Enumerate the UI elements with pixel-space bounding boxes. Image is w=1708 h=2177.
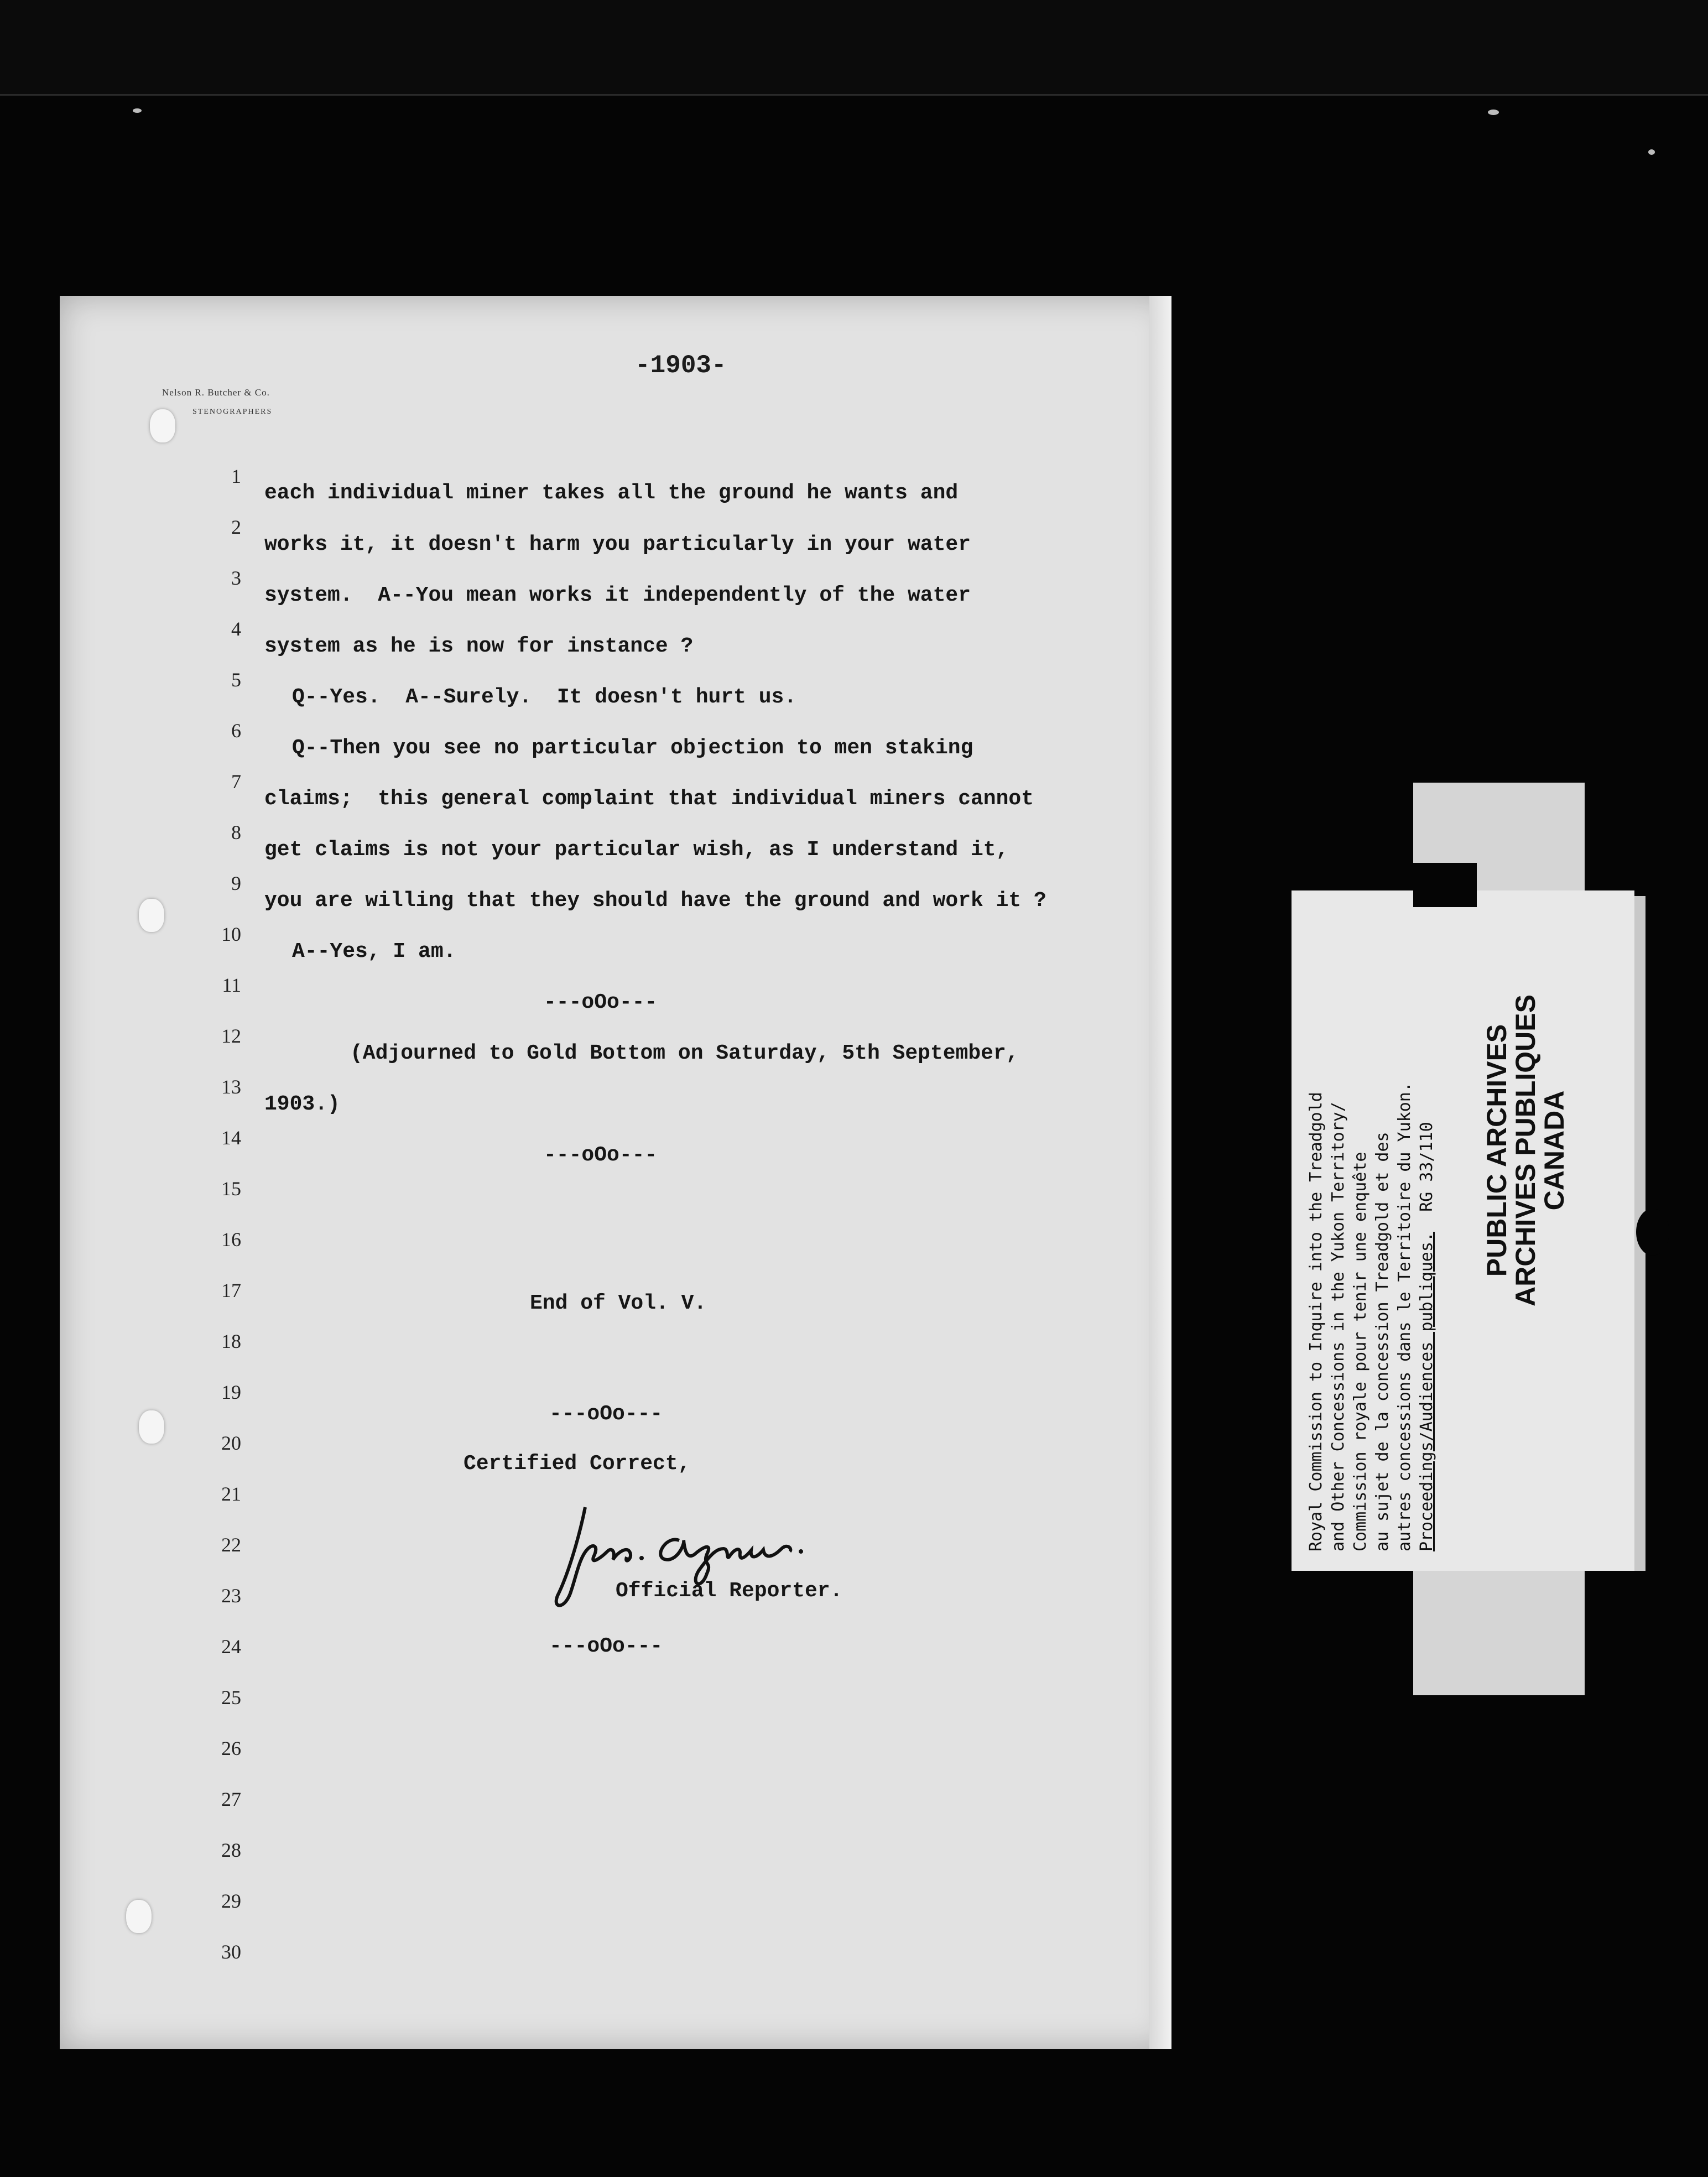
line-number: 28 bbox=[221, 1839, 241, 1861]
stamp-line: ARCHIVES PUBLIQUES bbox=[1510, 994, 1541, 1306]
line-number: 19 bbox=[221, 1381, 241, 1403]
transcript-line: you are willing that they should have the ground and work it ? bbox=[264, 889, 1046, 913]
punch-hole bbox=[126, 1900, 152, 1933]
archive-card-line: and Other Concessions in the Yukon Territory/ bbox=[1329, 1102, 1348, 1551]
line-number: 23 bbox=[221, 1585, 241, 1607]
line-number: 17 bbox=[221, 1279, 241, 1301]
certified-correct: Certified Correct, bbox=[464, 1452, 691, 1476]
film-speck bbox=[1648, 149, 1655, 155]
end-of-volume: End of Vol. V. bbox=[530, 1291, 707, 1315]
transcript-line: each individual miner takes all the ground he wants and bbox=[264, 481, 959, 505]
transcript-line: Q--Then you see no particular objection to men staking bbox=[292, 736, 973, 760]
line-number: 6 bbox=[231, 720, 241, 742]
line-number: 22 bbox=[221, 1534, 241, 1556]
archive-card-line: autres concessions dans le Territoire du Yukon. bbox=[1395, 1082, 1414, 1551]
line-number: 3 bbox=[231, 567, 241, 589]
signature-jno-agnew bbox=[546, 1496, 856, 1623]
transcript-line: 1903.) bbox=[264, 1092, 340, 1116]
line-number: 2 bbox=[231, 516, 241, 538]
stamp-line: PUBLIC ARCHIVES bbox=[1481, 1024, 1512, 1277]
line-number: 18 bbox=[221, 1330, 241, 1352]
transcript-line: get claims is not your particular wish, as I understand it, bbox=[264, 838, 1009, 862]
line-number: 10 bbox=[221, 923, 241, 945]
archive-series: Proceedings/Audiences publiques. bbox=[1417, 1232, 1436, 1551]
line-number: 7 bbox=[231, 770, 241, 793]
transcript-line: system. A--You mean works it independently of the water bbox=[264, 584, 971, 607]
line-number: 14 bbox=[221, 1127, 241, 1149]
transcript-page bbox=[60, 296, 1171, 2049]
archive-card-line: au sujet de la concession Treadgold et des bbox=[1373, 1132, 1392, 1551]
transcript-line: works it, it doesn't harm you particularly in your water bbox=[264, 533, 971, 556]
film-edge-line bbox=[0, 94, 1708, 96]
punch-hole bbox=[139, 899, 164, 932]
line-number: 8 bbox=[231, 821, 241, 843]
official-reporter: Official Reporter. bbox=[616, 1579, 843, 1603]
stenographer-firm-name: Nelson R. Butcher & Co. bbox=[162, 387, 270, 398]
line-number: 13 bbox=[221, 1076, 241, 1098]
line-number: 25 bbox=[221, 1686, 241, 1709]
line-number: 15 bbox=[221, 1178, 241, 1200]
public-archives-stamp bbox=[1482, 902, 1593, 1399]
separator: ---oOo--- bbox=[544, 1143, 658, 1167]
line-number: 11 bbox=[222, 974, 241, 996]
line-number: 24 bbox=[221, 1636, 241, 1658]
line-number: 21 bbox=[221, 1483, 241, 1505]
line-number: 9 bbox=[231, 872, 241, 894]
transcript-line: A--Yes, I am. bbox=[292, 940, 456, 963]
transcript-line: (Adjourned to Gold Bottom on Saturday, 5th September, bbox=[350, 1041, 1019, 1065]
punch-hole bbox=[150, 409, 175, 442]
line-number: 12 bbox=[221, 1025, 241, 1047]
separator: ---oOo--- bbox=[544, 991, 658, 1014]
punch-hole bbox=[139, 1410, 164, 1444]
page-number: -1903- bbox=[635, 351, 727, 380]
transcript-line: system as he is now for instance ? bbox=[264, 634, 694, 658]
transcript-line: claims; this general complaint that individual miners cannot bbox=[264, 787, 1034, 811]
line-number: 16 bbox=[221, 1228, 241, 1251]
line-number: 27 bbox=[221, 1788, 241, 1810]
film-speck bbox=[1488, 110, 1499, 115]
archive-record-group: RG 33/110 bbox=[1417, 1122, 1436, 1212]
line-number: 29 bbox=[221, 1890, 241, 1912]
line-number: 5 bbox=[231, 669, 241, 691]
transcript-line: Q--Yes. A--Surely. It doesn't hurt us. bbox=[292, 685, 797, 709]
line-number: 1 bbox=[231, 465, 241, 487]
separator: ---oOo--- bbox=[549, 1634, 663, 1658]
line-number: 26 bbox=[221, 1737, 241, 1759]
film-edge-top bbox=[0, 0, 1708, 94]
stamp-line: CANADA bbox=[1539, 1090, 1570, 1211]
label-punch-hole bbox=[1636, 1209, 1669, 1256]
archive-card-line: Royal Commission to Inquire into the Treadgold bbox=[1306, 1092, 1326, 1551]
archive-card-line: Commission royale pour tenir une enquête bbox=[1351, 1152, 1370, 1551]
film-speck bbox=[133, 108, 142, 113]
stenographer-firm-role: STENOGRAPHERS bbox=[192, 408, 273, 416]
separator: ---oOo--- bbox=[549, 1402, 663, 1426]
line-number: 20 bbox=[221, 1432, 241, 1454]
line-number: 4 bbox=[231, 618, 241, 640]
line-number: 30 bbox=[221, 1941, 241, 1963]
